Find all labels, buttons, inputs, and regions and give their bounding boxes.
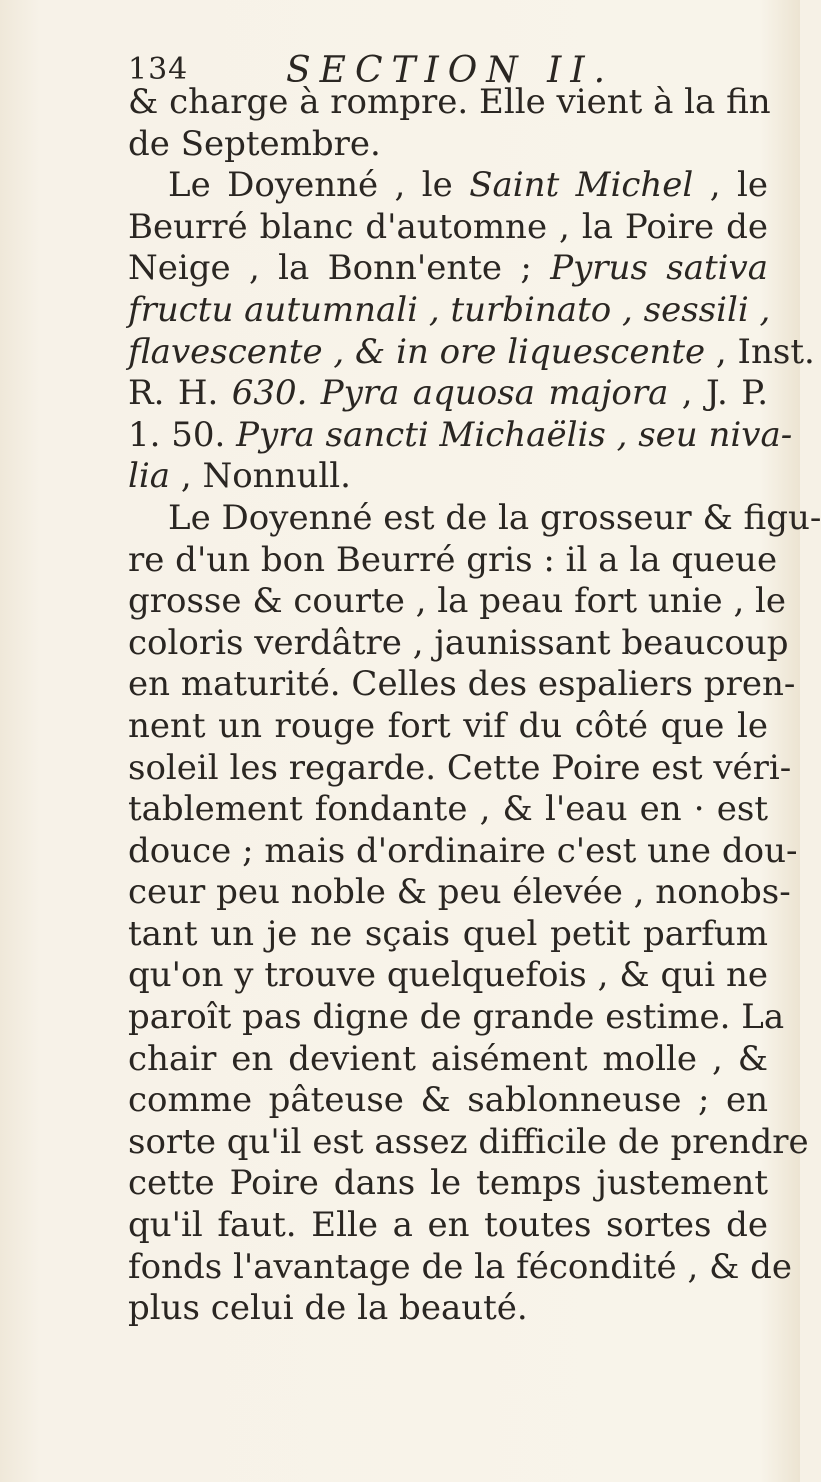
body-text xyxy=(128,82,821,1330)
text-run: chair en devient aisément molle , & xyxy=(128,1038,768,1079)
text-run: Le Doyenné , le xyxy=(168,165,470,206)
text-line xyxy=(128,955,768,997)
running-head: SECTION II. xyxy=(286,50,615,91)
text-line xyxy=(128,124,768,166)
text-run: tablement fondante , & l'eau en · est xyxy=(128,789,768,830)
text-run: sorte qu'il est assez difficile de prendre xyxy=(128,1121,809,1162)
text-line xyxy=(128,539,778,582)
text-line xyxy=(128,581,787,623)
text-line xyxy=(128,914,768,956)
text-line xyxy=(128,789,768,831)
text-line xyxy=(128,997,785,1039)
text-run: , Inst. xyxy=(705,331,815,372)
text-line xyxy=(128,373,768,415)
text-run: paroît pas digne de grande estime. La xyxy=(128,997,785,1038)
text-run: grosse & courte , la peau fort unie , le xyxy=(128,581,787,622)
text-run: en maturité. Celles des espaliers pren- xyxy=(128,664,796,705)
text-line xyxy=(128,82,771,124)
text-run: , J. P. xyxy=(668,373,769,414)
text-line xyxy=(128,497,821,540)
text-run: cette Poire dans le temps justement xyxy=(128,1163,768,1204)
text-run: 1. 50. xyxy=(128,414,237,455)
text-run: , le xyxy=(693,165,768,206)
text-line xyxy=(128,747,792,790)
italic-text: Pyra sancti Michaëlis , seu niva- xyxy=(236,414,793,455)
text-run: qu'il faut. Elle a en toutes sortes de xyxy=(128,1205,768,1246)
text-line xyxy=(128,331,815,374)
text-line xyxy=(128,664,796,706)
italic-text: fructu autumnali , turbinato , sessili , xyxy=(128,289,771,330)
text-line xyxy=(128,207,768,249)
italic-text: Pyra aquosa majora xyxy=(320,373,669,414)
text-run: douce ; mais d'ordinaire c'est une dou- xyxy=(128,830,798,871)
text-line xyxy=(128,1246,793,1289)
italic-text: lia xyxy=(128,456,171,497)
text-run: re d'un bon Beurré gris : il a la queue xyxy=(128,539,778,580)
text-line xyxy=(128,872,791,914)
italic-text: 630. xyxy=(231,373,308,414)
italic-text: flavescente , & in ore liquescente xyxy=(128,331,706,372)
italic-text: Pyrus sativa xyxy=(550,248,768,289)
text-line xyxy=(128,706,768,748)
text-line xyxy=(128,1039,768,1081)
text-run: plus celui de la beauté. xyxy=(128,1288,528,1329)
text-line xyxy=(128,248,768,290)
text-run: ceur peu noble & peu élevée , nonobs- xyxy=(128,872,791,913)
text-run: tant un je ne sçais quel petit parfum xyxy=(128,913,768,954)
text-line xyxy=(128,414,793,457)
text-run: , Nonnull. xyxy=(170,456,351,497)
italic-text: Saint Michel xyxy=(469,165,694,206)
text-run: qu'on y trouve quelquefois , & qui ne xyxy=(128,955,768,996)
text-run: soleil les regarde. Cette Poire est véri- xyxy=(128,747,792,788)
text-line xyxy=(128,1205,768,1247)
text-line xyxy=(128,622,789,665)
text-run: fonds l'avantage de la fécondité , & de xyxy=(128,1246,793,1287)
text-run: nent un rouge fort vif du côté que le xyxy=(128,705,768,746)
text-run: & charge à rompre. Elle vient à la fin xyxy=(128,82,771,122)
text-line xyxy=(128,1288,768,1330)
text-run: Le Doyenné est de la grosseur & figu- xyxy=(168,497,821,538)
text-line xyxy=(128,165,768,207)
text-line xyxy=(128,1080,768,1122)
text-line xyxy=(128,456,768,498)
text-run: comme pâteuse & sablonneuse ; en xyxy=(128,1080,768,1121)
text-line xyxy=(128,830,798,873)
text-run: Beurré blanc d'automne , la Poire de xyxy=(128,206,768,247)
text-run xyxy=(307,373,320,413)
text-run: R. H. xyxy=(128,373,232,414)
text-run: de Septembre. xyxy=(128,123,381,164)
page-number: 134 xyxy=(128,52,189,87)
text-line xyxy=(128,289,771,332)
text-run: Neige , la Bonn'ente ; xyxy=(128,248,551,289)
text-run: coloris verdâtre , jaunissant beaucoup xyxy=(128,622,789,663)
text-line xyxy=(128,1121,809,1164)
text-line xyxy=(128,1163,768,1205)
